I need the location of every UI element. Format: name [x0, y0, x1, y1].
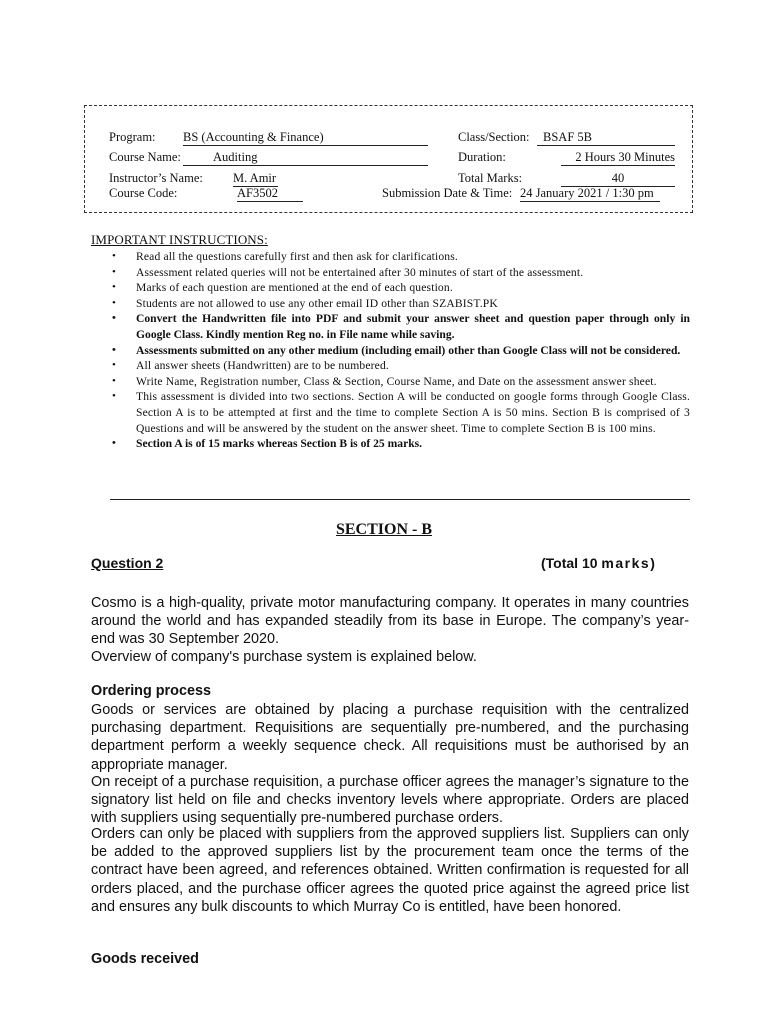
program-label: Program:: [109, 130, 156, 144]
instruction-item: • Students are not allowed to use any other email ID other than SZABIST.PK: [112, 296, 498, 310]
goods-received-heading: Goods received: [91, 951, 199, 967]
intro-paragraph: Cosmo is a high-quality, private motor manufacturing company. It operates in many countries around the world and has expanded steadily from its base in Europe. The company’s year-end was 30 September 2020.: [91, 595, 689, 648]
course-name-value: Auditing: [183, 150, 428, 166]
bullet: •: [112, 390, 117, 403]
instruction-item: • Convert the Handwritten file into PDF and submit your answer sheet and question paper through only in Google Class. Kindly mention Reg no. in File name while saving.: [112, 312, 690, 341]
ordering-paragraph-2: On receipt of a purchase requisition, a purchase officer agrees the manager’s signature to the signatory list held on file and checks inventory levels where appropriate. Orders are placed with suppliers using sequentially pre-numbered purchase orders.: [91, 774, 689, 827]
bullet: •: [112, 281, 117, 294]
ordering-paragraph-1: Goods or services are obtained by placing a purchase requisition with the centralized purchasing department. Requisitions are sequentially pre-numbered, and the purchasing department perform a weekly sequence check. All requisitions must be authorised by an appropriate manager.: [91, 702, 689, 773]
bullet: •: [112, 265, 117, 278]
total-marks-label: Total Marks:: [458, 171, 523, 185]
instruction-item: • All answer sheets (Handwritten) are to be numbered.: [112, 359, 389, 373]
instructor-value: M. Amir: [233, 171, 277, 185]
class-section-value: BSAF 5B: [537, 130, 675, 146]
submission-value: 24 January 2021 / 1:30 pm: [520, 186, 660, 202]
bullet: •: [112, 250, 117, 262]
total-marks-value: 40: [561, 171, 675, 187]
instruction-item: • Assessments submitted on any other medium (including email) other than Google Class will not be considered.: [112, 343, 681, 357]
duration-value: 2 Hours 30 Minutes: [561, 150, 675, 166]
instructions-divider: [110, 499, 690, 500]
course-code-value: AF3502: [237, 186, 303, 202]
program-value: BS (Accounting & Finance): [183, 130, 428, 146]
instruction-item: • Section A is of 15 marks whereas Section B is of 25 marks.: [112, 437, 423, 451]
instruction-item: • Read all the questions carefully first and then ask for clarifications.: [112, 250, 458, 263]
class-section-label: Class/Section:: [458, 130, 530, 144]
bullet: •: [112, 343, 116, 356]
instruction-item: • Marks of each question are mentioned at the end of each question.: [112, 281, 453, 295]
instruction-item: • This assessment is divided into two sections. Section A will be conducted on google forms through Google Class. Section A is to be attempted at first and the time to complete Section A is 50 mins. Section B is comprised of 3 Questions and will be answered by the student on the answer sheet. Time to complete Section B is 100 mins.: [112, 390, 690, 435]
bullet: •: [112, 437, 116, 450]
question-marks: (Total 10 marks): [541, 555, 655, 571]
bullet: •: [112, 312, 116, 325]
ordering-heading: Ordering process: [91, 683, 211, 699]
instruction-item: • Write Name, Registration number, Class & Section, Course Name, and Date on the assessment answer sheet.: [112, 374, 657, 388]
instructor-label: Instructor’s Name:: [109, 171, 203, 185]
overview-paragraph: Overview of company's purchase system is explained below.: [91, 649, 477, 665]
submission-label: Submission Date & Time:: [382, 186, 513, 200]
instructions-title: IMPORTANT INSTRUCTIONS:: [91, 232, 268, 247]
instruction-item: • Assessment related queries will not be entertained after 30 minutes of start of the assessment.: [112, 265, 584, 279]
section-title: SECTION - B: [335, 521, 433, 538]
course-name-label: Course Name:: [109, 150, 181, 164]
course-code-label: Course Code:: [109, 186, 178, 200]
instructions-list: [110, 249, 690, 452]
ordering-paragraph-3: Orders can only be placed with suppliers from the approved suppliers list. Suppliers can only be added to the approved suppliers list by the procurement team once the terms of the contract have been agreed, and references obtained. Written confirmation is requested for all orders placed, and the purchase officer agrees the quoted price against the agreed price list and ensures any bulk discounts to which Murray Co is entitled, have been honored.: [91, 826, 689, 915]
duration-label: Duration:: [458, 150, 506, 164]
exam-header-box: [84, 105, 693, 213]
bullet: •: [112, 296, 117, 309]
bullet: •: [112, 359, 117, 372]
question-label: Question 2: [91, 555, 164, 571]
bullet: •: [112, 374, 117, 387]
